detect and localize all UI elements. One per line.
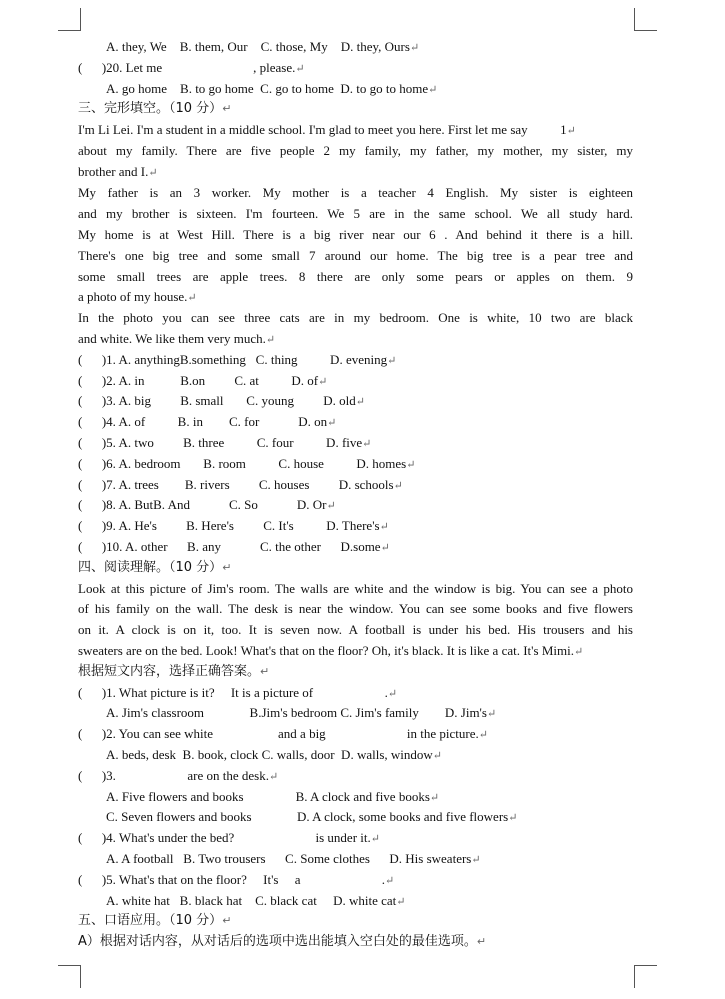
text-line: [106, 747, 442, 764]
line-text: ( )1. A. anythingB.something C. thing D. evening: [78, 352, 388, 367]
paragraph-mark-icon: ↵: [508, 812, 518, 824]
text-line: [78, 206, 633, 222]
text-line: [106, 81, 437, 98]
paragraph-mark-icon: ↵: [269, 771, 279, 783]
paragraph-mark-icon: ↵: [326, 500, 336, 512]
line-text: brother and I.: [78, 164, 149, 179]
line-text: ( )9. A. He's B. Here's C. It's D. There's: [78, 518, 380, 533]
text-line: [106, 809, 517, 826]
text-line: [78, 477, 403, 494]
crop-mark-top-left: [58, 8, 81, 31]
line-text: 五、口语应用。（10 分）: [78, 913, 223, 928]
line-text: ( )5. What's that on the floor? It's a .: [78, 872, 386, 887]
line-text: sweaters are on the bed. Look! What's that on the floor? Oh, it's black. It is like a cat. It's Mimi.: [78, 643, 574, 658]
line-text: A. beds, desk B. book, clock C. walls, door D. walls, window: [106, 747, 433, 762]
paragraph-mark-icon: ↵: [393, 480, 403, 492]
text-line: [78, 539, 390, 556]
text-line: [78, 269, 633, 285]
paragraph-mark-icon: ↵: [566, 125, 576, 137]
text-line: [78, 643, 583, 660]
line-text: ( )5. A. two B. three C. four D. five: [78, 435, 363, 450]
paragraph-mark-icon: ↵: [406, 459, 416, 471]
line-text: Look at this picture of Jim's room. The walls are white and the window is big. You can see a photo: [78, 581, 633, 596]
paragraph-mark-icon: ↵: [409, 42, 420, 54]
line-text: There's one big tree and some small 7 around our home. The big tree is a pear tree and: [78, 248, 633, 263]
paragraph-mark-icon: ↵: [265, 334, 276, 346]
text-line: [106, 893, 405, 910]
paragraph-mark-icon: ↵: [471, 854, 481, 866]
line-text: on it. A clock is on it, too. It is seven now. A football is under his bed. His trousers and his: [78, 622, 633, 637]
text-line: [78, 518, 389, 535]
line-text: 三、完形填空。（10 分）: [78, 101, 223, 116]
paragraph-mark-icon: ↵: [187, 292, 197, 304]
section-heading: [78, 664, 269, 680]
paragraph-mark-icon: ↵: [362, 438, 372, 450]
line-text: A. Five flowers and books B. A clock and five books: [106, 789, 430, 804]
line-text: My home is at West Hill. There is a big river near our 6 . And behind it there is a hill.: [78, 227, 633, 242]
text-line: [106, 39, 419, 56]
paragraph-mark-icon: ↵: [379, 521, 389, 533]
text-line: [78, 227, 633, 243]
paragraph-mark-icon: ↵: [222, 561, 232, 574]
line-text: ( )8. A. ButB. And C. So D. Or: [78, 497, 327, 512]
text-line: [78, 60, 305, 77]
paragraph-mark-icon: ↵: [260, 665, 270, 678]
crop-mark-bottom-left: [58, 965, 81, 988]
text-line: [106, 705, 496, 722]
text-line: [78, 768, 278, 785]
section-heading: [78, 560, 231, 576]
text-line: [78, 331, 275, 348]
text-line: [78, 393, 365, 410]
line-text: A. Jim's classroom B.Jim's bedroom C. Jim's family D. Jim's: [106, 705, 487, 720]
text-line: [78, 248, 633, 264]
paragraph-mark-icon: ↵: [355, 396, 365, 408]
line-text: ( )3. are on the desk.: [78, 768, 269, 783]
paragraph-mark-icon: ↵: [486, 708, 497, 720]
text-line: [78, 872, 394, 889]
line-text: a photo of my house.: [78, 289, 188, 304]
text-line: [78, 726, 488, 743]
line-text: ( )6. A. bedroom B. room C. house D. homes: [78, 456, 407, 471]
line-text: 根据短文内容，选择正确答案。: [78, 664, 261, 679]
line-text: My father is an 3 worker. My mother is a teacher 4 English. My sister is eighteen: [78, 185, 633, 200]
line-text: ( )3. A. big B. small C. young D. old: [78, 393, 356, 408]
text-line: [78, 164, 158, 181]
paragraph-mark-icon: ↵: [396, 896, 406, 908]
line-text: C. Seven flowers and books D. A clock, some books and five flowers: [106, 809, 509, 824]
text-line: [78, 435, 371, 452]
line-text: some small trees are apple trees. 8 there are only some pears or apples on them. 9: [78, 269, 633, 284]
paragraph-mark-icon: ↵: [387, 355, 397, 367]
line-text: A. go home B. to go home C. go to home D. to go to home: [106, 81, 429, 96]
line-text: about my family. There are five people 2 my family, my father, my mother, my sister, my: [78, 143, 633, 158]
paragraph-mark-icon: ↵: [148, 167, 158, 179]
text-line: [78, 685, 397, 702]
paragraph-mark-icon: ↵: [478, 729, 488, 741]
line-text: A. they, We B. them, Our C. those, My D. they, Ours: [106, 39, 410, 54]
paragraph-mark-icon: ↵: [295, 63, 305, 75]
line-text: I'm Li Lei. I'm a student in a middle school. I'm glad to meet you here. First let me say 1: [78, 122, 567, 137]
text-line: [78, 456, 415, 473]
line-text: ( )10. A. other B. any C. the other D.some: [78, 539, 381, 554]
paragraph-mark-icon: ↵: [327, 417, 337, 429]
paragraph-mark-icon: ↵: [222, 102, 232, 115]
text-line: [78, 185, 633, 201]
line-text: ( )2. A. in B.on C. at D. of: [78, 373, 319, 388]
line-text: A）根据对话内容，从对话后的选项中选出能填入空白处的最佳选项。: [78, 934, 477, 949]
paragraph-mark-icon: ↵: [573, 646, 584, 658]
line-text: ( )7. A. trees B. rivers C. houses D. schools: [78, 477, 394, 492]
line-text: of his family on the wall. The desk is near the window. You can see some books and five flowers: [78, 601, 633, 616]
section-heading: [78, 913, 231, 929]
text-line: [78, 289, 197, 306]
paragraph-mark-icon: ↵: [222, 914, 232, 927]
paragraph-mark-icon: ↵: [318, 376, 328, 388]
text-line: [78, 143, 633, 159]
text-line: [78, 310, 633, 326]
section-heading: [78, 934, 486, 950]
paragraph-mark-icon: ↵: [432, 750, 442, 762]
line-text: ( )20. Let me , please.: [78, 60, 296, 75]
paragraph-mark-icon: ↵: [385, 875, 395, 887]
line-text: 四、阅读理解。（10 分）: [78, 560, 223, 575]
text-line: [78, 122, 576, 139]
section-heading: [78, 101, 231, 117]
line-text: and white. We like them very much.: [78, 331, 266, 346]
text-line: [78, 352, 396, 369]
text-line: [78, 830, 380, 847]
paragraph-mark-icon: ↵: [428, 84, 438, 96]
text-line: [106, 851, 481, 868]
paragraph-mark-icon: ↵: [387, 688, 398, 700]
line-text: ( )2. You can see white and a big in the picture.: [78, 726, 479, 741]
text-line: [78, 497, 336, 514]
line-text: In the photo you can see three cats are in my bedroom. One is white, 10 two are black: [78, 310, 633, 325]
line-text: A. A football B. Two trousers C. Some clothes D. His sweaters: [106, 851, 472, 866]
text-line: [78, 622, 633, 638]
text-line: [78, 414, 336, 431]
line-text: A. white hat B. black hat C. black cat D. white cat: [106, 893, 397, 908]
crop-mark-bottom-right: [634, 965, 657, 988]
text-line: [78, 373, 327, 390]
line-text: and my brother is sixteen. I'm fourteen. We 5 are in the same school. We all study hard.: [78, 206, 633, 221]
paragraph-mark-icon: ↵: [429, 792, 440, 804]
text-line: [78, 601, 633, 617]
crop-mark-top-right: [634, 8, 657, 31]
text-line: [106, 789, 439, 806]
paragraph-mark-icon: ↵: [380, 542, 390, 554]
line-text: ( )4. What's under the bed? is under it.: [78, 830, 371, 845]
paragraph-mark-icon: ↵: [370, 833, 380, 845]
line-text: ( )1. What picture is it? It is a picture of .: [78, 685, 388, 700]
line-text: ( )4. A. of B. in C. for D. on: [78, 414, 328, 429]
paragraph-mark-icon: ↵: [476, 935, 487, 948]
text-line: [78, 581, 633, 597]
